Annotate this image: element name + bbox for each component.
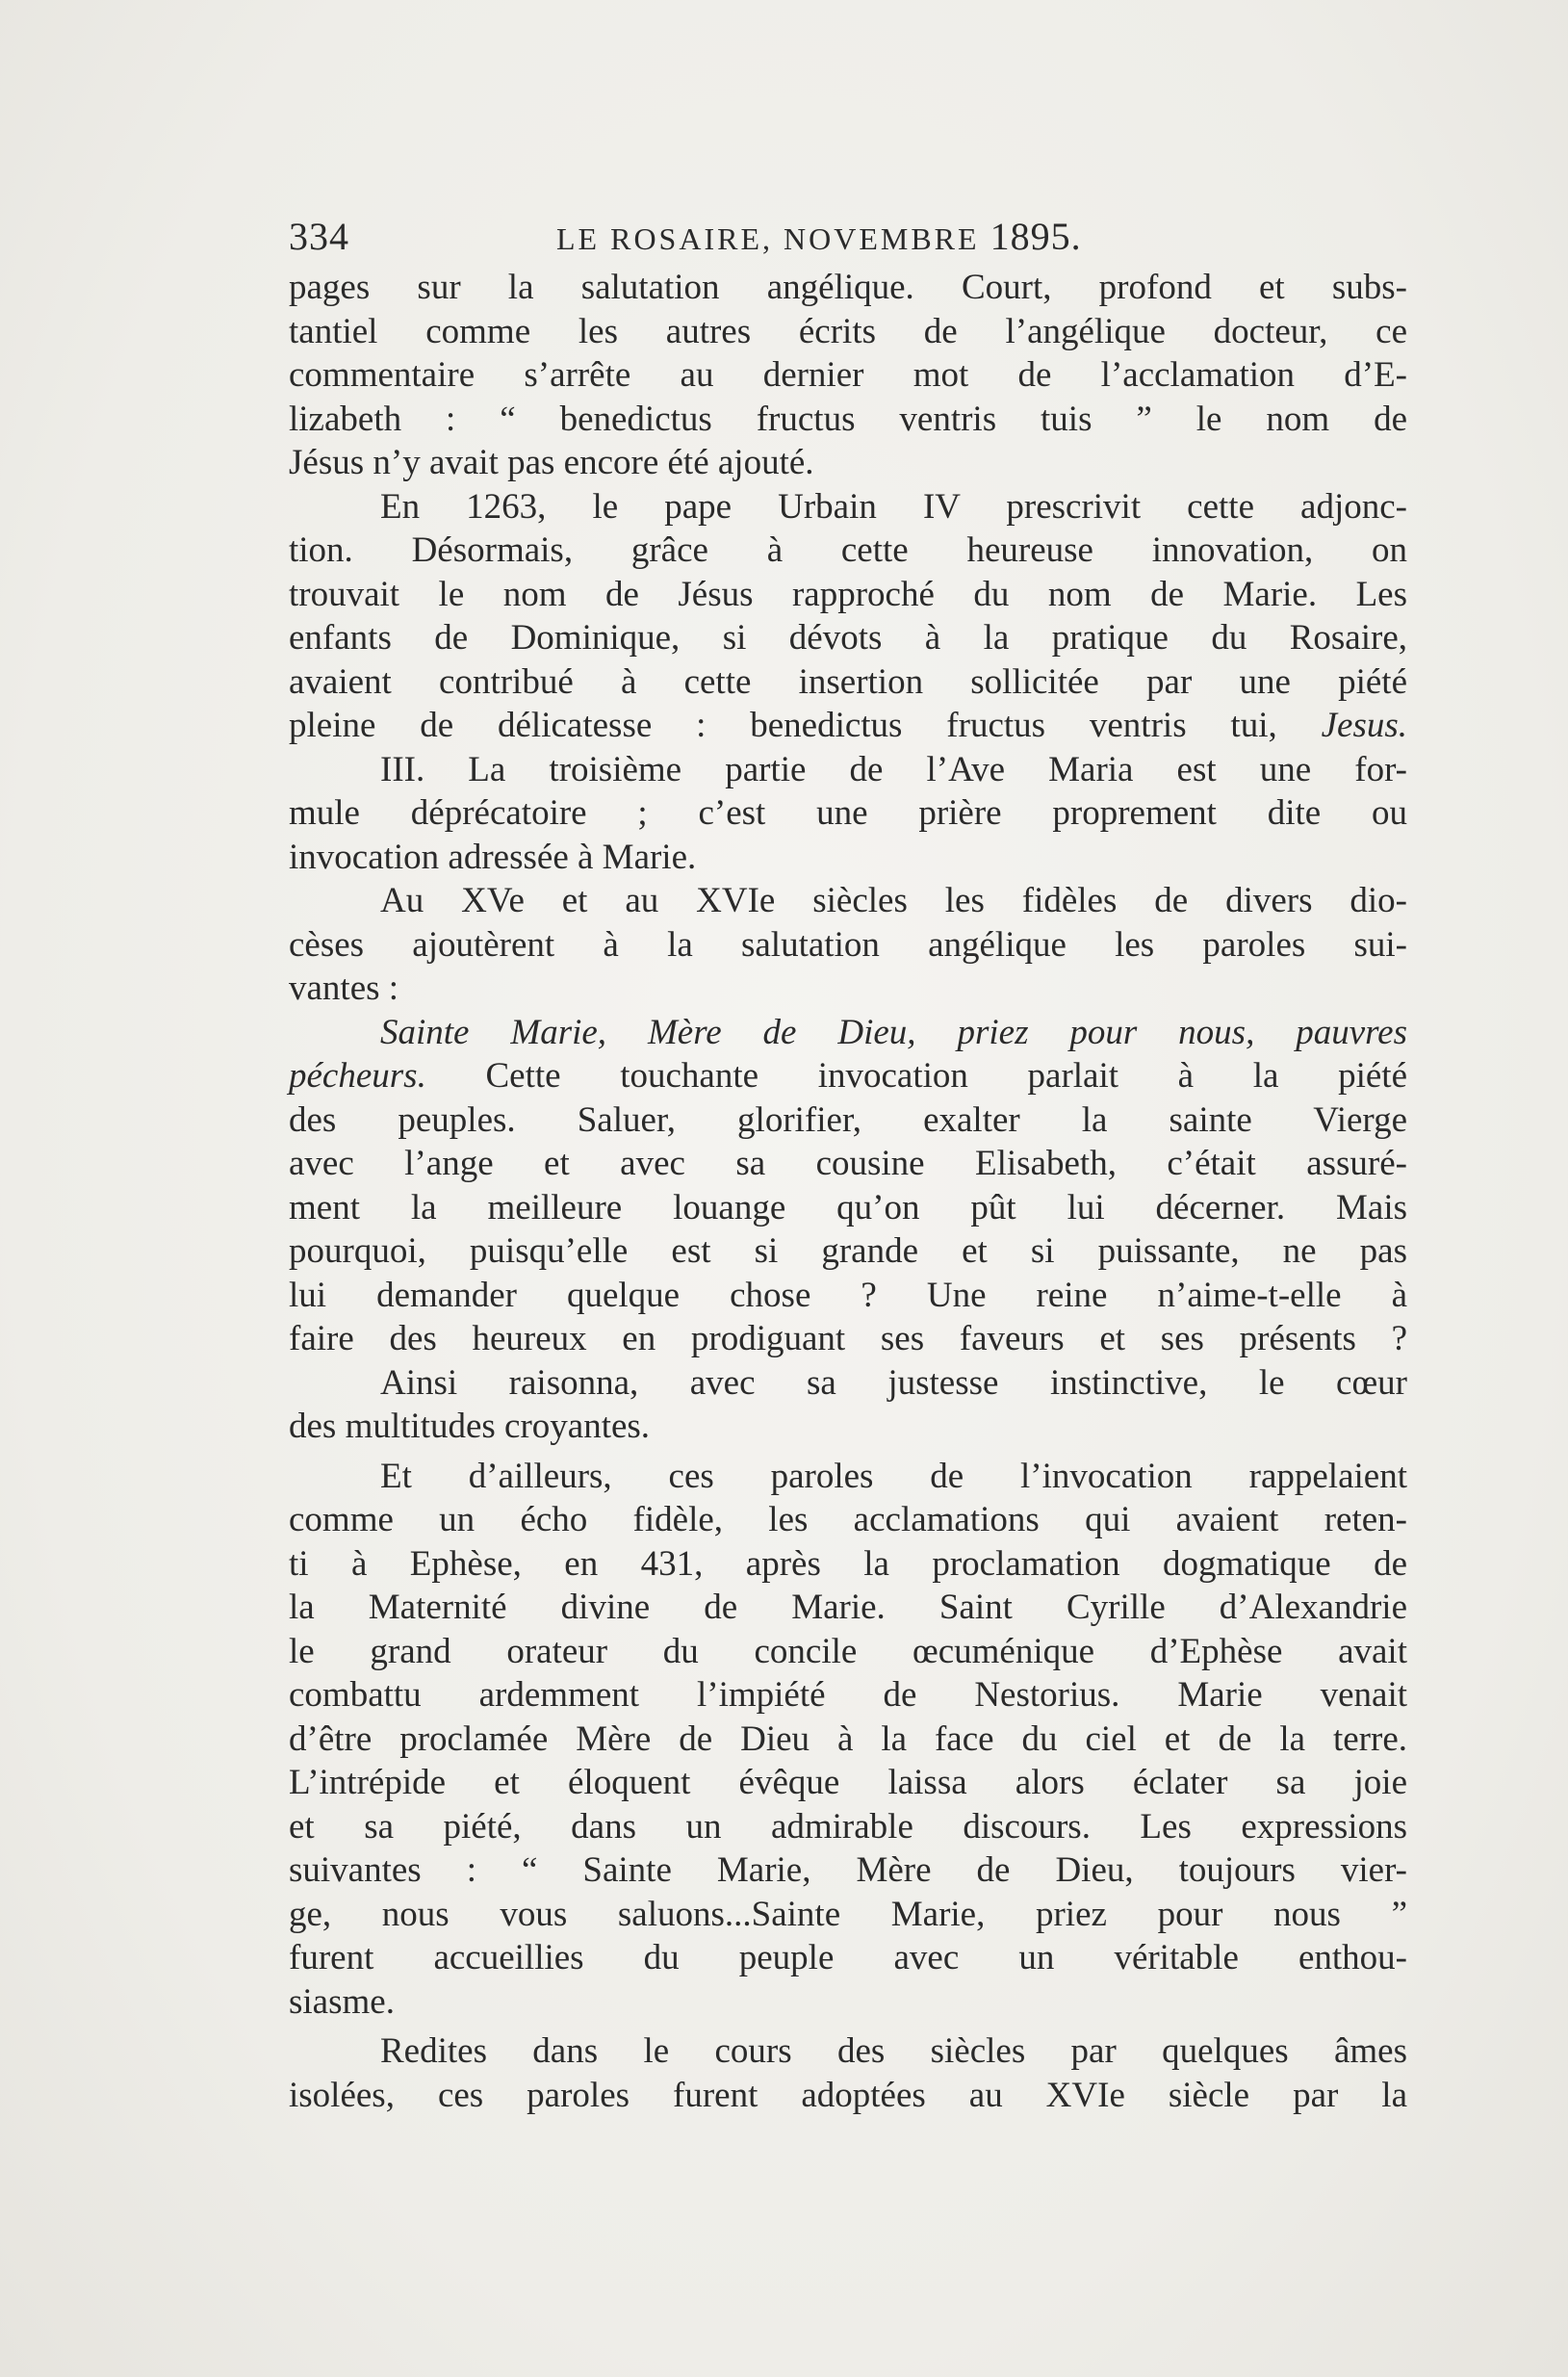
text-line: des peuples. Saluer, glorifier, exalter la sainte Vierge	[289, 1099, 1407, 1140]
text-line: Ainsi raisonna, avec sa justesse instinctive, le cœur	[380, 1362, 1407, 1403]
text-line: d’être proclamée Mère de Dieu à la face du ciel et de la terre.	[289, 1718, 1407, 1759]
italic-word: Jesus.	[1321, 706, 1407, 745]
paragraph	[289, 266, 1407, 485]
text-line: commentaire s’arrête au dernier mot de l’acclamation d’E-	[289, 355, 1407, 395]
running-head	[556, 214, 1082, 259]
text-line: avaient contribué à cette insertion sollicitée par une piété	[289, 661, 1407, 702]
italic-word: pécheurs.	[289, 1056, 426, 1096]
text-line: furent accueillies du peuple avec un véritable enthou-	[289, 1938, 1407, 1977]
text-line-roman: pleine de délicatesse : benedictus fructus ventris tui,	[289, 706, 1277, 745]
text-line: L’intrépide et éloquent évêque laissa alors éclater sa joie	[289, 1763, 1407, 1802]
text-line: combattu ardemment l’impiété de Nestorius. Marie venait	[289, 1675, 1407, 1715]
text-line: cèses ajoutèrent à la salutation angélique les paroles sui-	[289, 924, 1407, 965]
text-line: faire des heureux en prodiguant ses faveurs et ses présents ?	[289, 1319, 1407, 1358]
page-number: 334	[289, 215, 349, 258]
text-line: lui demander quelque chose ? Une reine n’aime-t-elle à	[289, 1275, 1407, 1315]
text-line: En 1263, le pape Urbain IV prescrivit cette adjonc-	[380, 486, 1407, 527]
text-line: ge, nous vous saluons...Sainte Marie, priez pour nous ”	[289, 1894, 1407, 1934]
text-line: Au XVe et au XVIe siècles les fidèles de divers dio-	[380, 881, 1407, 920]
text-line: vantes :	[289, 969, 399, 1008]
text-line: isolées, ces paroles furent adoptées au XVIe siècle par la	[289, 2075, 1407, 2115]
text-line	[289, 1054, 1407, 1098]
text-line: lizabeth : “ benedictus fructus ventris tuis ” le nom de	[289, 399, 1407, 439]
text-line: mule déprécatoire ; c’est une prière proprement dite ou	[289, 793, 1407, 833]
text-line: des multitudes croyantes.	[289, 1407, 651, 1446]
paragraph	[289, 879, 1407, 1011]
paragraph	[289, 748, 1407, 880]
running-head-title: LE ROSAIRE, NOVEMBRE	[556, 221, 980, 256]
paragraph	[289, 485, 1407, 748]
body-text	[289, 266, 1407, 2117]
text-line: enfants de Dominique, si dévots à la pratique du Rosaire,	[289, 618, 1407, 658]
paragraph	[289, 1361, 1407, 1449]
text-line	[289, 704, 1407, 748]
text-line: Jésus n’y avait pas encore été ajouté.	[289, 443, 814, 482]
text-line: tantiel comme les autres écrits de l’angélique docteur, ce	[289, 311, 1407, 351]
text-line: siasme.	[289, 1981, 395, 2022]
page-header	[289, 204, 1410, 262]
text-line: Redites dans le cours des siècles par quelques âmes	[380, 2031, 1407, 2071]
text-line-roman: Cette touchante invocation parlait à la piété	[485, 1056, 1407, 1096]
text-line: III. La troisième partie de l’Ave Maria est une for-	[380, 749, 1407, 789]
paragraph	[289, 2029, 1407, 2117]
text-line: le grand orateur du concile œcuménique d’Ephèse avait	[289, 1631, 1407, 1671]
text-line: ment la meilleure louange qu’on pût lui décerner. Mais	[289, 1187, 1407, 1227]
text-line: pages sur la salutation angélique. Court, profond et subs-	[289, 268, 1407, 307]
text-line: et sa piété, dans un admirable discours. Les expressions	[289, 1806, 1407, 1847]
text-line: tion. Désormais, grâce à cette heureuse innovation, on	[289, 530, 1407, 570]
text-line: la Maternité divine de Marie. Saint Cyrille d’Alexandrie	[289, 1588, 1407, 1627]
paragraph	[289, 1455, 1407, 2025]
text-line: pourquoi, puisqu’elle est si grande et si puissante, ne pas	[289, 1231, 1407, 1271]
paragraph	[289, 1011, 1407, 1361]
text-line: ti à Ephèse, en 431, après la proclamation dogmatique de	[289, 1543, 1407, 1584]
text-line: suivantes : “ Sainte Marie, Mère de Dieu, toujours vier-	[289, 1850, 1407, 1890]
text-line: trouvait le nom de Jésus rapproché du nom de Marie. Les	[289, 574, 1407, 614]
italic-invocation-line: Sainte Marie, Mère de Dieu, priez pour nous, pauvres	[380, 1012, 1407, 1052]
running-head-year: 1895.	[990, 215, 1082, 258]
text-line: comme un écho fidèle, les acclamations qui avaient reten-	[289, 1500, 1407, 1539]
text-line: Et d’ailleurs, ces paroles de l’invocation rappelaient	[380, 1456, 1407, 1496]
text-line: avec l’ange et avec sa cousine Elisabeth, c’était assuré-	[289, 1144, 1407, 1183]
text-line: invocation adressée à Marie.	[289, 837, 697, 877]
